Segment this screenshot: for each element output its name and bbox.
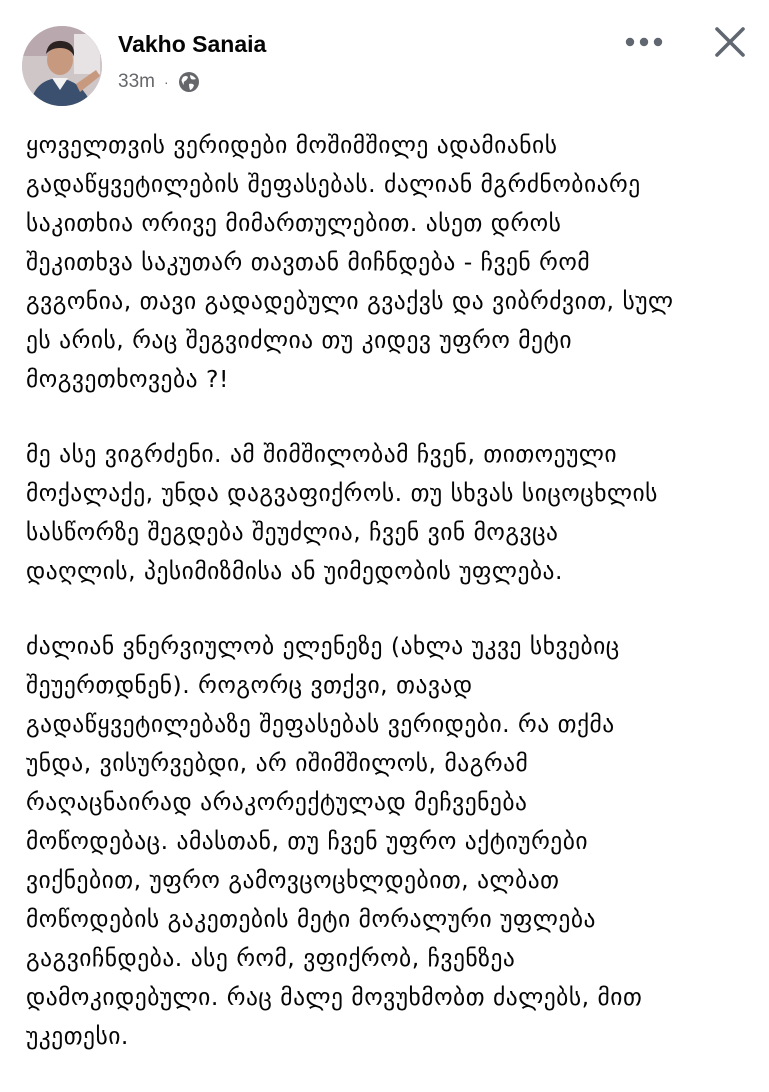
post-paragraph <box>26 627 754 1056</box>
post-text-line: მოწოდებაც. ამასთან, თუ ჩვენ უფრო აქტიურები <box>26 827 589 855</box>
post-text-line: მოგვეთხოვება ?! <box>26 365 229 393</box>
post-text-line: გადაწყვეტილებაზე შეფასებას ვერიდები. რა თქმა <box>26 710 615 738</box>
avatar-photo <box>22 26 102 106</box>
meta-separator: · <box>163 74 169 90</box>
close-button[interactable] <box>706 20 754 64</box>
post-text-line: გადაწყვეტილების შეფასებას. ძალიან მგრძნობიარე <box>26 170 641 198</box>
more-horizontal-icon <box>624 36 664 48</box>
more-options-button[interactable] <box>618 22 670 62</box>
author-name[interactable]: Vakho Sanaia <box>118 31 267 57</box>
post-text-line: ყოველთვის ვერიდები მოშიმშილე ადამიანის <box>26 131 558 159</box>
post-header <box>0 0 769 110</box>
post-text-line: მოწოდების გაკეთების მეტი მორალური უფლება <box>26 905 596 933</box>
post-text-line: შეუერთდნენ). როგორც ვთქვი, თავად <box>26 671 473 699</box>
post-text-line: დამოკიდებული. რაც მალე მოვუხმობთ ძალებს, მით <box>26 983 643 1011</box>
post-text-line: ძალიან ვნერვიულობ ელენეზე (ახლა უკვე სხვებიც <box>26 632 620 660</box>
post-meta <box>118 68 200 96</box>
post-text-line: მე ასე ვიგრძენი. ამ შიმშილობამ ჩვენ, თითოეული <box>26 440 618 468</box>
post-text-line: შეკითხვა საკუთარ თავთან მიჩნდება - ჩვენ რომ <box>26 248 591 276</box>
post-text-line: მოქალაქე, უნდა დაგვაფიქროს. თუ სხვას სიცოცხლის <box>26 479 658 507</box>
post-text-line: გვგონია, თავი გადადებული გვაქვს და ვიბრძვით, სულ <box>26 287 674 315</box>
post-time[interactable]: 33m <box>118 71 155 92</box>
close-icon <box>713 25 747 59</box>
post-paragraph <box>26 126 754 399</box>
post-text-line: ეს არის, რაც შეგვიძლია თუ კიდევ უფრო მეტი <box>26 326 573 354</box>
post-text-line: დაღლის, პესიმიზმისა ან უიმედობის უფლება. <box>26 557 563 585</box>
post-paragraph <box>26 435 754 591</box>
avatar[interactable] <box>22 26 102 106</box>
post-text-line: უნდა, ვისურვებდი, არ იშიმშილოს, მაგრამ <box>26 749 529 777</box>
post-text-line: საკითხია ორივე მიმართულებით. ასეთ დროს <box>26 209 562 237</box>
post-text-line: უკეთესი. <box>26 1022 129 1050</box>
post-text-line: გაგვიჩნდება. ასე რომ, ვფიქრობ, ჩვენზეა <box>26 944 516 972</box>
post-text-line: ვიქნებით, უფრო გამოვცოცხლდებით, ალბათ <box>26 866 560 894</box>
post-body <box>26 126 754 1092</box>
globe-icon <box>178 71 200 93</box>
post-text-line: სასწორზე შეგდება შეუძლია, ჩვენ ვინ მოგვცა <box>26 518 559 546</box>
post-text-line: რაღაცნაირად არაკორექტულად მეჩვენება <box>26 788 528 816</box>
